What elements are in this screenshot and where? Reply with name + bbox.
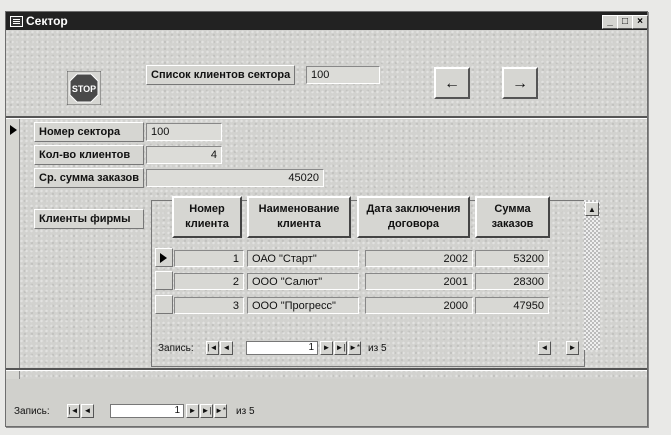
detail-separator (6, 368, 647, 371)
form-header (6, 30, 647, 118)
row1-client-number[interactable]: 1 (174, 250, 244, 267)
form-icon (10, 16, 23, 27)
col-header-client-name[interactable]: Наименование клиента (247, 196, 351, 238)
main-record-count: из 5 (236, 406, 255, 417)
row3-client-number[interactable]: 3 (174, 297, 244, 314)
form-window (5, 11, 648, 427)
row-selector[interactable] (155, 248, 173, 267)
subform-record-count: из 5 (368, 343, 387, 354)
subform-vertical-scrollbar[interactable] (584, 200, 600, 350)
window-title: Сектор (26, 14, 68, 28)
avg-orders-label: Ср. сумма заказов (34, 168, 144, 188)
subform-new-record-button[interactable]: ►* (348, 341, 361, 355)
sector-number-field[interactable]: 100 (146, 123, 222, 141)
subform-hscroll-left-icon[interactable]: ◄ (538, 341, 551, 355)
row3-client-name[interactable]: ООО "Прогресс" (247, 297, 359, 314)
record-selector[interactable] (6, 119, 20, 379)
row2-contract-date[interactable]: 2001 (365, 273, 473, 290)
subform-record-number-input[interactable]: 1 (246, 341, 318, 355)
main-last-record-button[interactable]: ►| (200, 404, 213, 418)
stop-label: STOP (71, 84, 97, 94)
maximize-button[interactable]: □ (617, 15, 633, 29)
main-navigation (14, 404, 314, 420)
col-header-contract-date[interactable]: Дата заключения договора (357, 196, 470, 238)
scroll-up-icon[interactable]: ▲ (585, 202, 599, 216)
clients-label: Клиенты фирмы (34, 209, 144, 229)
minimize-button[interactable]: _ (602, 15, 618, 29)
main-first-record-button[interactable]: |◄ (67, 404, 80, 418)
row3-orders-sum[interactable]: 47950 (475, 297, 549, 314)
client-list-combo[interactable]: 100 (306, 66, 380, 84)
subform-last-record-button[interactable]: ►| (334, 341, 347, 355)
subform-nav-label: Запись: (158, 343, 194, 354)
avg-orders-field[interactable]: 45020 (146, 169, 324, 187)
subform-navigation (158, 341, 578, 357)
client-list-label: Список клиентов сектора (146, 65, 295, 85)
sector-number-label: Номер сектора (34, 122, 144, 142)
close-button[interactable]: × (632, 15, 648, 29)
row2-client-name[interactable]: ООО "Салют" (247, 273, 359, 290)
subform-prev-record-button[interactable]: ◄ (220, 341, 233, 355)
row1-orders-sum[interactable]: 53200 (475, 250, 549, 267)
client-count-field[interactable]: 4 (146, 146, 222, 164)
title-bar (6, 12, 647, 30)
main-new-record-button[interactable]: ►* (214, 404, 227, 418)
row1-client-name[interactable]: ОАО "Старт" (247, 250, 359, 267)
client-count-label: Кол-во клиентов (34, 145, 144, 165)
main-nav-label: Запись: (14, 406, 50, 417)
main-next-record-button[interactable]: ► (186, 404, 199, 418)
main-prev-record-button[interactable]: ◄ (81, 404, 94, 418)
row2-orders-sum[interactable]: 28300 (475, 273, 549, 290)
row3-contract-date[interactable]: 2000 (365, 297, 473, 314)
row2-client-number[interactable]: 2 (174, 273, 244, 290)
prev-arrow-button[interactable]: ← (434, 67, 470, 99)
row-selector[interactable] (155, 295, 173, 314)
row1-contract-date[interactable]: 2002 (365, 250, 473, 267)
col-header-orders-sum[interactable]: Сумма заказов (475, 196, 550, 238)
main-record-number-input[interactable]: 1 (110, 404, 184, 418)
stop-button[interactable] (67, 71, 101, 105)
row-selector[interactable] (155, 271, 173, 290)
subform-hscroll-right-icon[interactable]: ► (566, 341, 579, 355)
subform-first-record-button[interactable]: |◄ (206, 341, 219, 355)
current-row-icon (158, 251, 174, 268)
subform-next-record-button[interactable]: ► (320, 341, 333, 355)
col-header-client-number[interactable]: Номер клиента (172, 196, 242, 238)
next-arrow-button[interactable]: → (502, 67, 538, 99)
